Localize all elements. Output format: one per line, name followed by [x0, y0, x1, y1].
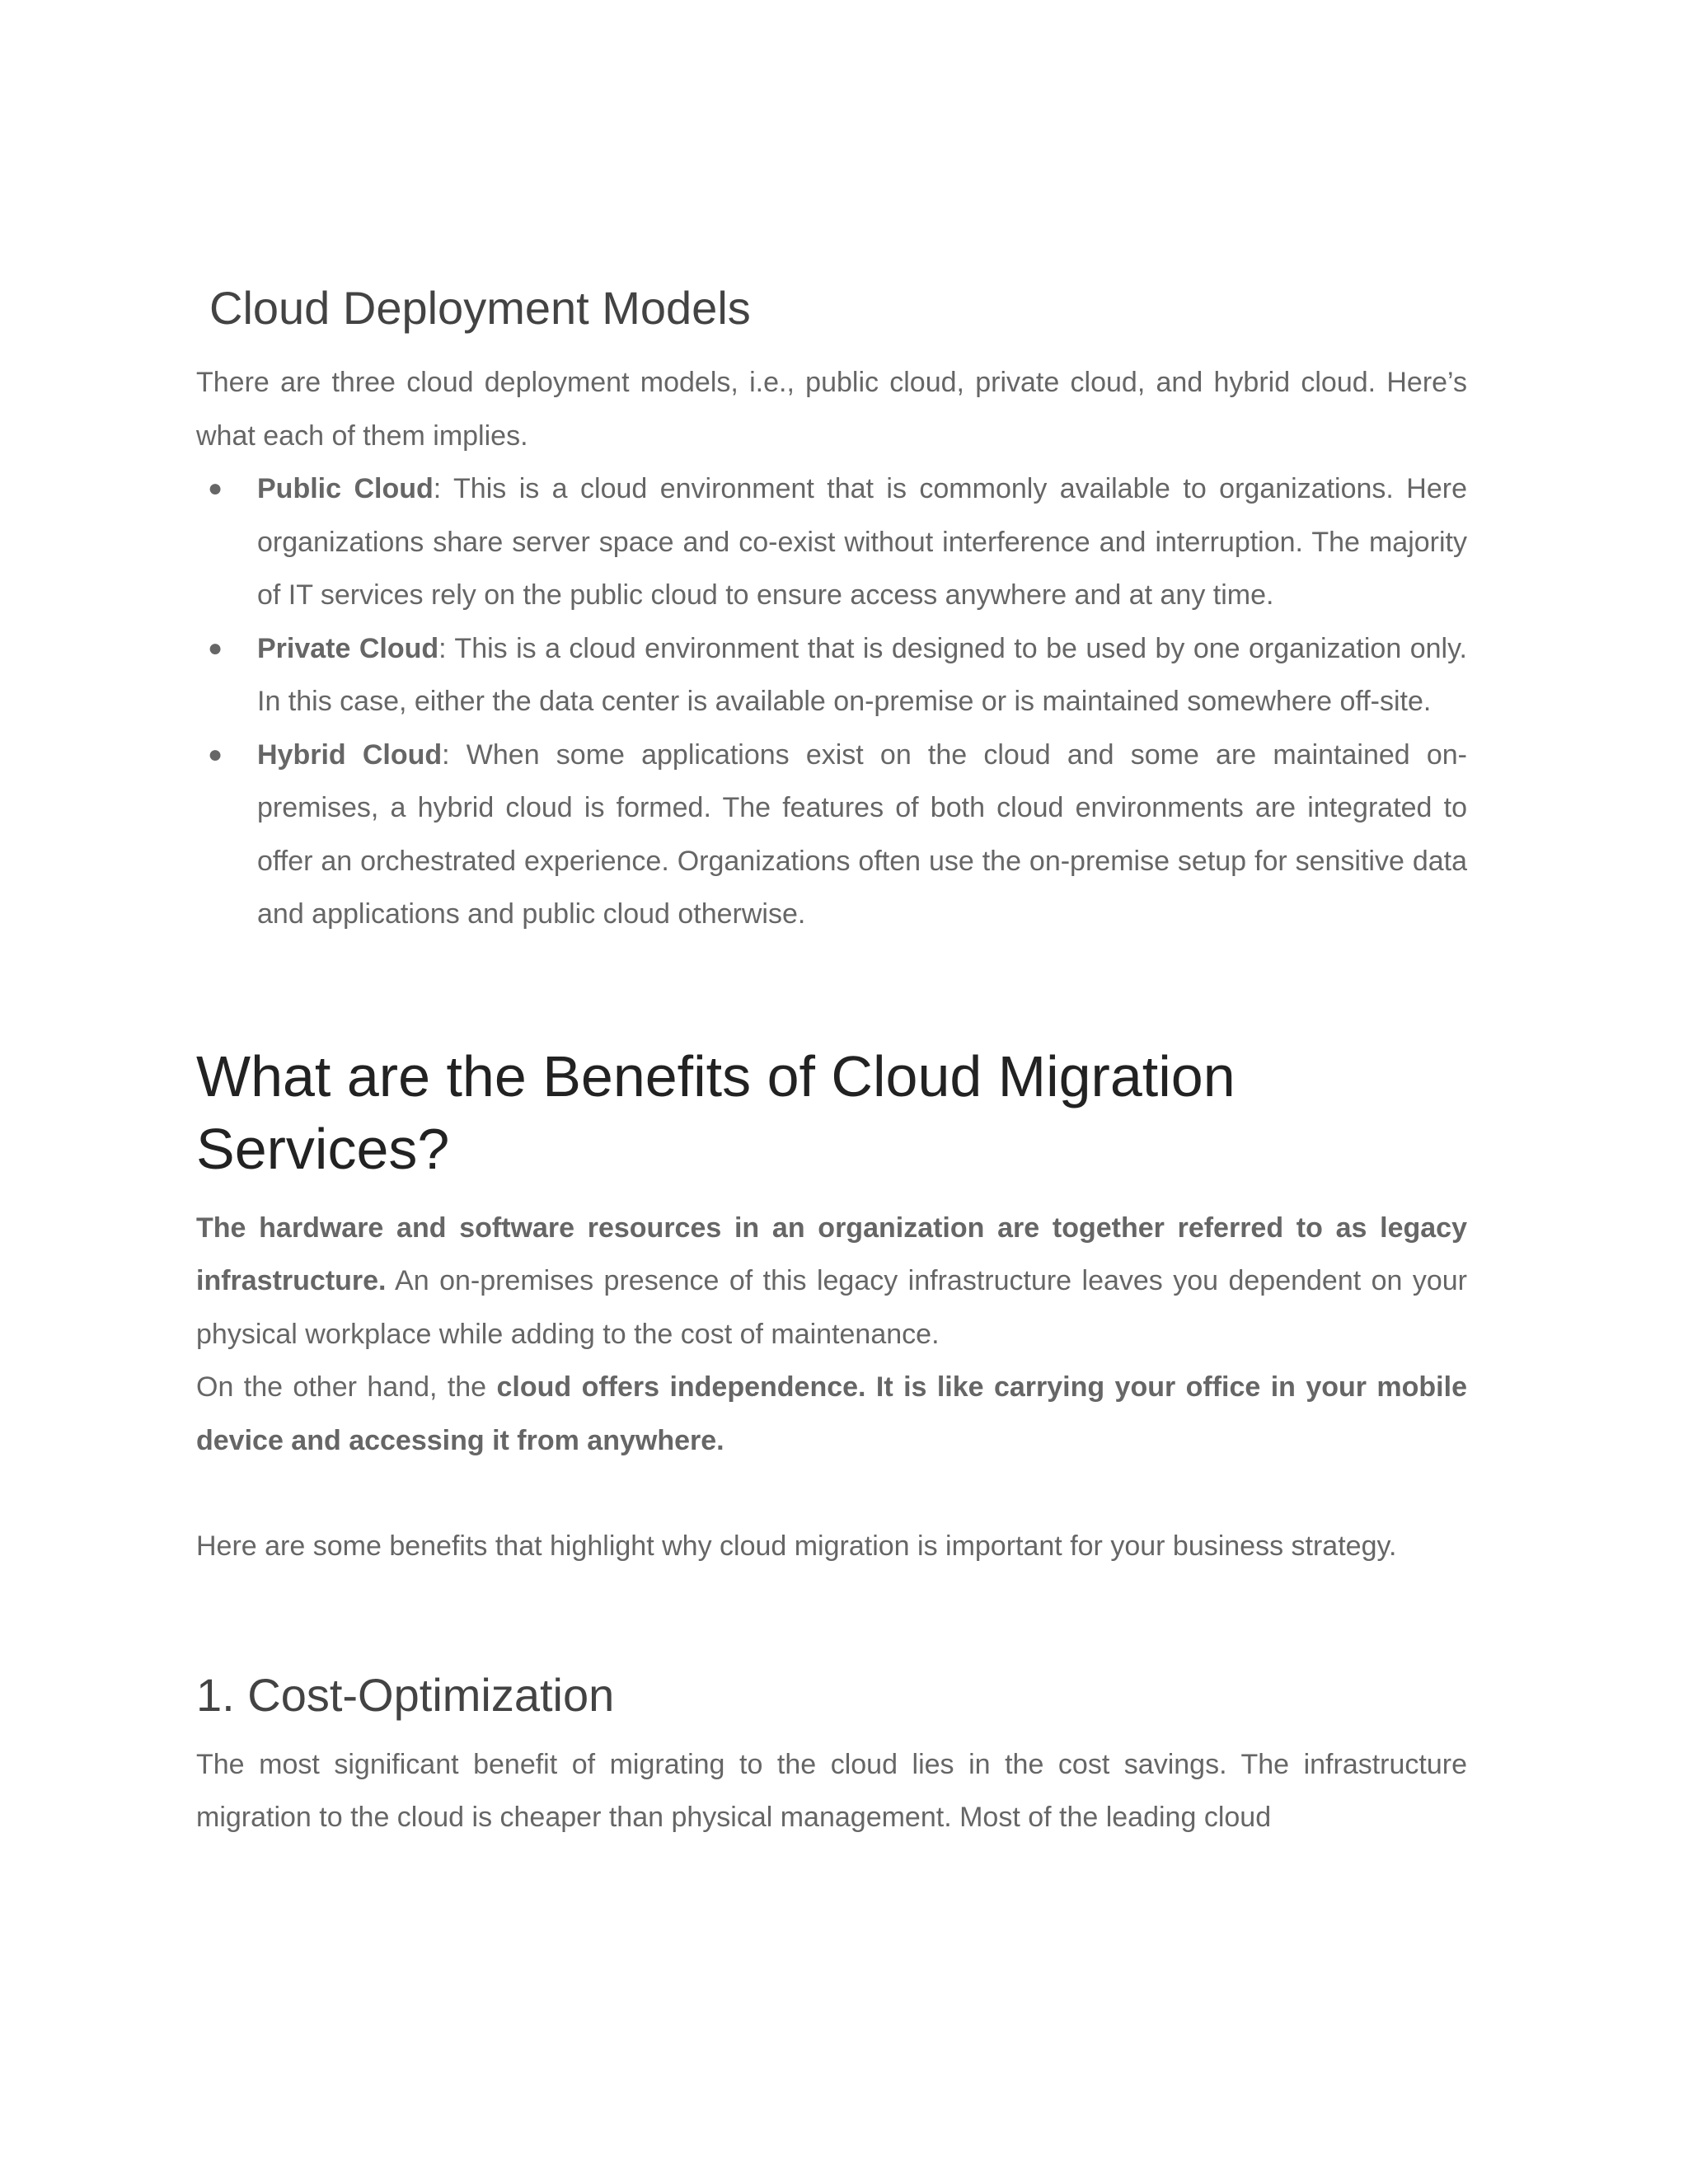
- hybrid-cloud-term: Hybrid Cloud: [257, 738, 443, 771]
- section-spacer: [196, 941, 1467, 1040]
- document-page: [196, 279, 1467, 1844]
- legacy-infrastructure-text: An on-premises presence of this legacy infrastructure leaves you dependent on your physical workplace while adding to the cost of maintenance.: [196, 1265, 1467, 1350]
- list-item-private-cloud: [196, 622, 1467, 729]
- public-cloud-description: : This is a cloud environment that is commonly available to organizations. Here organizations share server space and co-exist without interference and interruption. The majority of IT services rely on the public cloud to ensure access anywhere and at any time.: [257, 473, 1467, 611]
- benefits-heading: What are the Benefits of Cloud Migration Services?: [196, 1043, 1236, 1181]
- cloud-independence-paragraph: [196, 1361, 1467, 1467]
- public-cloud-term: Public Cloud: [257, 473, 434, 504]
- bullet-icon: ●: [208, 475, 223, 502]
- benefits-intro-paragraph: Here are some benefits that highlight why cloud migration is important for your business strategy.: [196, 1530, 1397, 1562]
- bullet-icon: ●: [208, 634, 223, 662]
- hybrid-cloud-description: : When some applications exist on the cloud and some are maintained on-premises, a hybrid cloud is formed. The features of both cloud environments are integrated to offer an orchestrated experience. Organizations often use the on-premise setup for sensitive data and applications and public cloud otherwise.: [257, 738, 1468, 930]
- bullet-icon: ●: [208, 740, 223, 768]
- deployment-models-list: [196, 462, 1467, 941]
- cloud-independence-bold: cloud offers independence. It is like carrying your office in your mobile device and accessing it from anywhere.: [196, 1371, 1467, 1456]
- deployment-models-heading: Cloud Deployment Models: [209, 282, 751, 334]
- cloud-independence-lead: On the other hand, the: [196, 1371, 497, 1403]
- private-cloud-description: : This is a cloud environment that is designed to be used by one organization only. In this case, either the data center is available on-premise or is maintained somewhere off-site.: [257, 632, 1467, 717]
- section-spacer: [196, 1573, 1467, 1666]
- deployment-intro-paragraph: There are three cloud deployment models, i.e., public cloud, private cloud, and hybrid cloud. Here’s what each of them implies.: [196, 367, 1467, 452]
- legacy-infrastructure-bold: The hardware and software resources in an organization are together referred to as legacy infrastructure.: [196, 1212, 1467, 1296]
- cost-optimization-paragraph: The most significant benefit of migrating to the cloud lies in the cost savings. The infrastructure migration to the cloud is cheaper than physical management. Most of the leading cloud: [196, 1748, 1467, 1833]
- list-item-public-cloud: [196, 462, 1467, 622]
- cost-optimization-heading: 1. Cost-Optimization: [196, 1668, 615, 1721]
- legacy-infrastructure-paragraph: [196, 1202, 1467, 1361]
- paragraph-spacer: [196, 1467, 1467, 1520]
- private-cloud-term: Private Cloud: [257, 632, 439, 664]
- list-item-hybrid-cloud: [196, 729, 1467, 941]
